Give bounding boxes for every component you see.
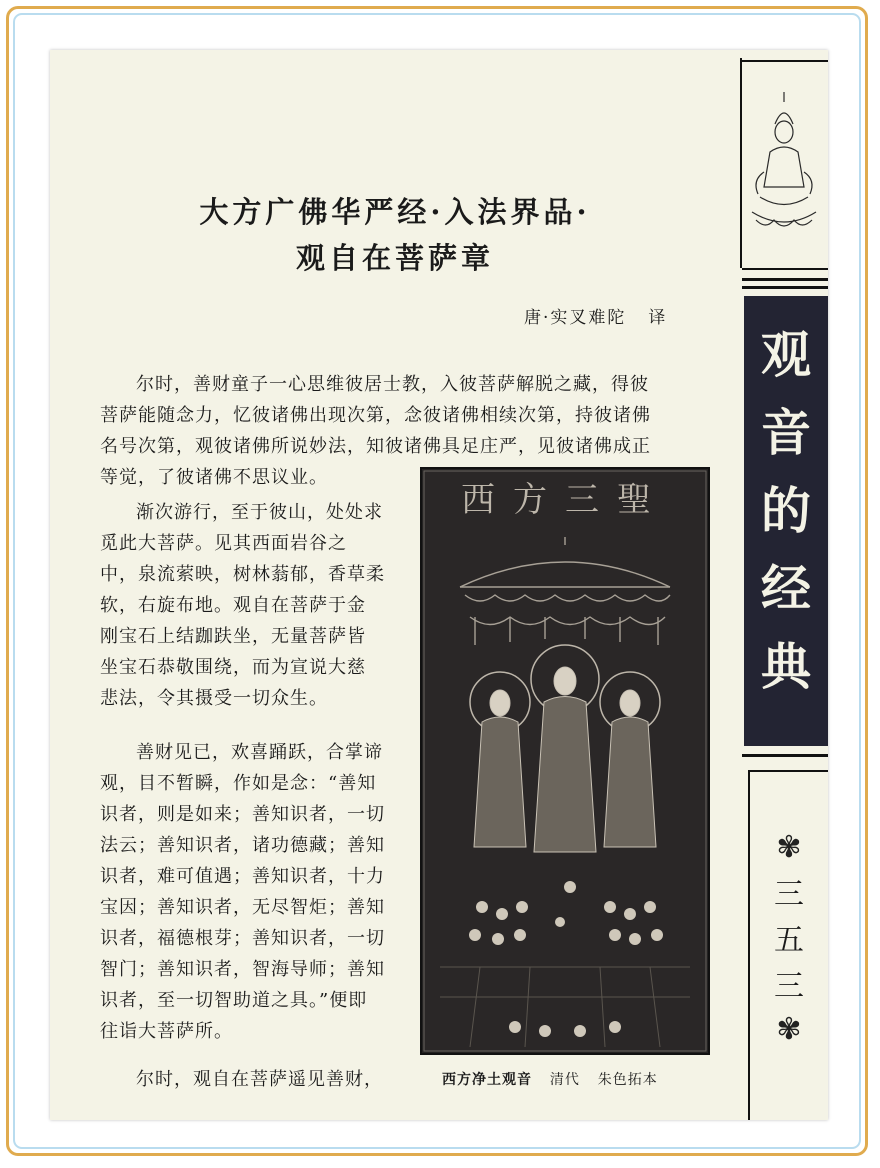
buddha-figures xyxy=(474,667,656,852)
text-line: 尔时，观自在菩萨遥见善财， xyxy=(136,1069,383,1090)
text-line: 智门；善知识者，智海导师；善知 xyxy=(100,959,385,980)
text-line: 觅此大菩萨。见其西面岩谷之 xyxy=(100,533,347,554)
image-caption xyxy=(442,1069,670,1089)
text-line: 尔时，善财童子一心思维彼居士教，入彼菩萨解脱之藏，得彼 xyxy=(136,374,649,395)
paragraph-3 xyxy=(100,737,385,1047)
text-line: 往诣大菩萨所。 xyxy=(100,1021,233,1042)
paragraph-4 xyxy=(100,1064,383,1095)
book-title-char: 音 xyxy=(761,403,811,462)
bodhisattva-emblem-icon xyxy=(742,62,826,268)
text-line: 识者，福德根芽；善知识者，一切 xyxy=(100,928,385,949)
inscription-text: 西方三聖 xyxy=(461,480,669,520)
text-line: 软，右旋布地。观自在菩萨于金 xyxy=(100,595,366,616)
rule-bar-lower xyxy=(742,286,828,289)
text-line: 等觉，了彼诸佛不思议业。 xyxy=(100,467,328,488)
bodhisattva-emblem-box xyxy=(742,60,828,270)
text-line: 识者，难可值遇；善知识者，十力 xyxy=(100,866,385,887)
text-line: 名号次第，观彼诸佛所说妙法，知彼诸佛具足庄严，见彼诸佛成正 xyxy=(100,436,651,457)
chapter-title-line1: 大方广佛华严经·入法界品· xyxy=(199,195,591,229)
text-line: 悲法，令其摄受一切众生。 xyxy=(100,688,328,709)
book-title-panel xyxy=(744,296,828,746)
rule-bar-upper xyxy=(742,278,828,281)
book-title-char: 观 xyxy=(761,325,811,384)
paragraph-2 xyxy=(100,497,385,714)
text-line: 识者，则是如来；善知识者，一切 xyxy=(100,804,385,825)
caption-dynasty: 清代 xyxy=(549,1072,580,1088)
translator-byline xyxy=(524,303,667,328)
flower-ornament-icon: ✾ xyxy=(776,830,802,865)
caption-title: 西方净土观音 xyxy=(442,1072,532,1088)
flower-ornament-icon: ✾ xyxy=(776,1012,802,1047)
rubbing-image xyxy=(420,467,710,1055)
text-line: 刚宝石上结跏趺坐，无量菩萨皆 xyxy=(100,626,366,647)
text-line: 识者，至一切智助道之具。”便即 xyxy=(100,990,368,1011)
page-number-char: 三 xyxy=(774,877,804,912)
page-number-box xyxy=(748,770,828,1120)
text-line: 中，泉流萦映，树林蓊郁，香草柔 xyxy=(100,564,385,585)
chapter-title-line2: 观自在菩萨章 xyxy=(295,241,494,275)
book-page xyxy=(50,50,828,1120)
text-line: 菩萨能随念力，忆彼诸佛出现次第，念彼诸佛相续次第，持彼诸佛 xyxy=(100,405,651,426)
text-line: 宝因；善知识者，无尽智炬；善知 xyxy=(100,897,385,918)
rule-bar-bottom xyxy=(742,754,828,757)
page-number-char: 三 xyxy=(774,969,804,1004)
translator-role: 译 xyxy=(648,308,668,328)
page-number-char: 五 xyxy=(774,923,804,958)
translator-name: 唐·实叉难陀 xyxy=(524,308,627,328)
book-title-char: 经 xyxy=(761,559,811,618)
book-title-char: 的 xyxy=(761,481,811,540)
text-line: 观，目不暂瞬，作如是念：“善知 xyxy=(100,773,377,794)
book-title-char: 典 xyxy=(761,637,811,696)
text-line: 坐宝石恭敬围绕，而为宣说大慈 xyxy=(100,657,366,678)
text-line: 渐次游行，至于彼山，处处求 xyxy=(136,502,383,523)
text-line: 法云；善知识者，诸功德藏；善知 xyxy=(100,835,385,856)
rubbing-illustration xyxy=(420,467,710,1055)
text-line: 善财见已，欢喜踊跃，合掌谛 xyxy=(136,742,383,763)
caption-medium: 朱色拓本 xyxy=(597,1072,658,1088)
